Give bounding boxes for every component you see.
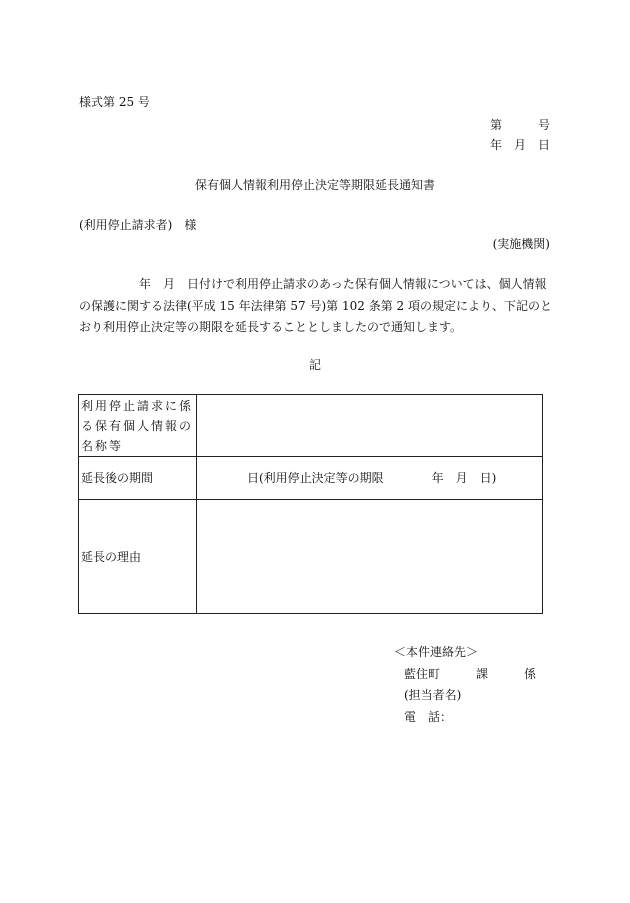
document-number-line: 第 号 <box>489 118 550 132</box>
recipient-line: (利用停止請求者) 様 <box>79 218 197 232</box>
extended-period-value: 日(利用停止決定等の期限 年 月 日) <box>197 457 543 500</box>
table-row <box>79 500 543 614</box>
notice-body-text: 年 月 日付けで利用停止請求のあった保有個人情報については、個人情報の保護に関する法律(平成 15 年法律第 57 号)第 102 条第 2 項の規定により、下記のとおり利用停止決定等の期限を延長することとしましたので通知します。 <box>79 277 552 334</box>
table-row <box>79 457 543 500</box>
extended-period-label: 延長後の期間 <box>79 457 197 500</box>
table-row <box>79 395 543 457</box>
contact-person: (担当者名) <box>404 688 462 702</box>
document-date-line: 年 月 日 <box>489 138 550 152</box>
info-name-label-cell <box>79 395 197 457</box>
info-name-label: 利用停止請求に係る保有個人情報の名称等 <box>81 398 194 453</box>
contact-block <box>394 642 536 728</box>
info-name-value-cell <box>197 395 543 457</box>
details-table <box>78 394 543 614</box>
ki-heading: 記 <box>308 358 321 372</box>
extension-reason-value-cell <box>197 500 543 614</box>
extension-reason-label: 延長の理由 <box>79 500 197 614</box>
contact-heading: ＜本件連絡先＞ <box>394 645 479 659</box>
form-number: 様式第 25 号 <box>79 95 150 109</box>
contact-department: 藍住町 課 係 <box>404 666 537 681</box>
agency-line: (実施機関) <box>492 237 550 251</box>
document-title: 保有個人情報利用停止決定等期限延長通知書 <box>194 178 435 192</box>
contact-phone: 電 話： <box>404 709 453 724</box>
